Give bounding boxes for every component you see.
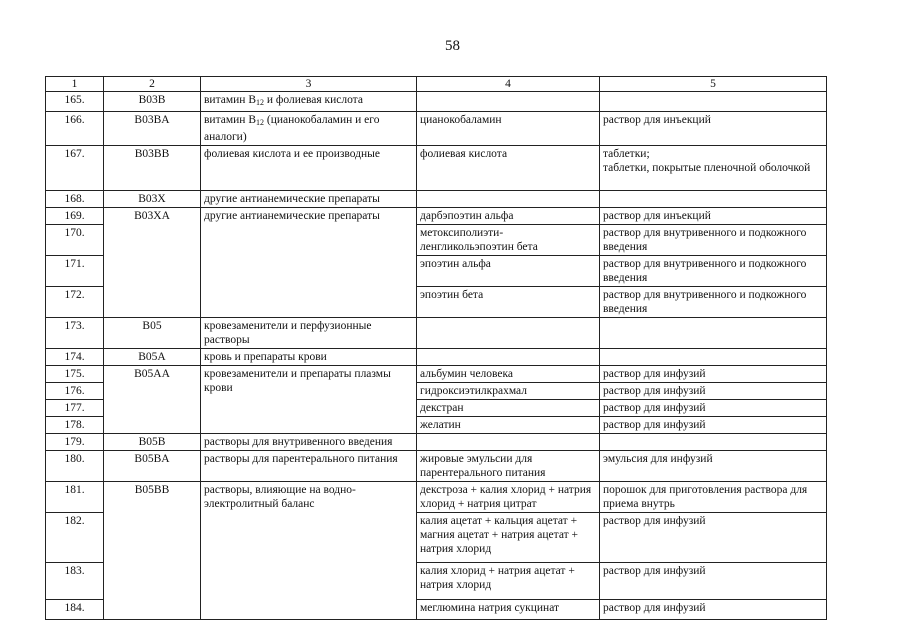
row-number: 172. xyxy=(46,287,104,318)
row-number: 173. xyxy=(46,318,104,349)
atc-code: B05BB xyxy=(104,482,201,620)
drug-name: калия ацетат + кальция ацетат + магния ацетат + натрия ацетат + натрия хлорид xyxy=(417,513,600,563)
row-number: 167. xyxy=(46,146,104,191)
table-row xyxy=(46,92,827,112)
row-number: 168. xyxy=(46,191,104,208)
atc-group: другие антианемические препараты xyxy=(201,208,417,318)
drug-name xyxy=(417,318,600,349)
dosage-form: раствор для инфузий xyxy=(600,366,827,383)
dosage-form: раствор для инфузий xyxy=(600,600,827,620)
dosage-form xyxy=(600,318,827,349)
row-number: 166. xyxy=(46,112,104,146)
row-number: 175. xyxy=(46,366,104,383)
column-header: 3 xyxy=(201,77,417,92)
dosage-form: раствор для инъекций xyxy=(600,112,827,146)
row-number: 178. xyxy=(46,417,104,434)
dosage-form: раствор для внутривенного и подкожного введения xyxy=(600,287,827,318)
atc-code: B03X xyxy=(104,191,201,208)
table-row xyxy=(46,349,827,366)
atc-group: кровь и препараты крови xyxy=(201,349,417,366)
column-header: 1 xyxy=(46,77,104,92)
drug-name: жировые эмульсии для парентерального питания xyxy=(417,451,600,482)
atc-code: B05B xyxy=(104,434,201,451)
dosage-form: раствор для инфузий xyxy=(600,563,827,600)
atc-group: растворы, влияющие на водно-электролитный баланс xyxy=(201,482,417,620)
table-row xyxy=(46,191,827,208)
drug-name: фолиевая кислота xyxy=(417,146,600,191)
table-row xyxy=(46,482,827,513)
row-number: 180. xyxy=(46,451,104,482)
row-number: 177. xyxy=(46,400,104,417)
dosage-form: раствор для инфузий xyxy=(600,400,827,417)
drug-name: цианокобаламин xyxy=(417,112,600,146)
dosage-form: раствор для внутривенного и подкожного введения xyxy=(600,225,827,256)
table-row xyxy=(46,434,827,451)
row-number: 170. xyxy=(46,225,104,256)
header-row xyxy=(46,77,827,92)
row-number: 183. xyxy=(46,563,104,600)
atc-code: B03BB xyxy=(104,146,201,191)
table-row xyxy=(46,146,827,191)
atc-code: B03B xyxy=(104,92,201,112)
drug-name: альбумин человека xyxy=(417,366,600,383)
atc-group: витамин $B_{12}$ и фолиевая кислота xyxy=(201,92,417,112)
row-number: 179. xyxy=(46,434,104,451)
atc-code: B03BA xyxy=(104,112,201,146)
medicines-table xyxy=(45,76,827,620)
dosage-form: раствор для инфузий xyxy=(600,417,827,434)
atc-code: B05BA xyxy=(104,451,201,482)
column-header: 2 xyxy=(104,77,201,92)
dosage-form xyxy=(600,349,827,366)
row-number: 169. xyxy=(46,208,104,225)
drug-name xyxy=(417,191,600,208)
drug-name: калия хлорид + натрия ацетат + натрия хлорид xyxy=(417,563,600,600)
atc-group: растворы для внутривенного введения xyxy=(201,434,417,451)
atc-group: другие антианемические препараты xyxy=(201,191,417,208)
table-row xyxy=(46,366,827,383)
row-number: 171. xyxy=(46,256,104,287)
atc-group: кровезаменители и перфузионные растворы xyxy=(201,318,417,349)
row-number: 184. xyxy=(46,600,104,620)
dosage-form: раствор для инъекций xyxy=(600,208,827,225)
drug-name: эпоэтин бета xyxy=(417,287,600,318)
page-number: 58 xyxy=(445,38,460,54)
atc-group: витамин $B_{12}$ (цианокобаламин и его аналоги) xyxy=(201,112,417,146)
drug-name xyxy=(417,92,600,112)
dosage-form xyxy=(600,434,827,451)
table-row xyxy=(46,208,827,225)
dosage-form: порошок для приготовления раствора для приема внутрь xyxy=(600,482,827,513)
drug-name: дарбэпоэтин альфа xyxy=(417,208,600,225)
dosage-form: раствор для инфузий xyxy=(600,383,827,400)
atc-group: фолиевая кислота и ее производные xyxy=(201,146,417,191)
drug-name: декстроза + калия хлорид + натрия хлорид + натрия цитрат xyxy=(417,482,600,513)
column-header: 5 xyxy=(600,77,827,92)
row-number: 176. xyxy=(46,383,104,400)
row-number: 165. xyxy=(46,92,104,112)
column-header: 4 xyxy=(417,77,600,92)
dosage-form: раствор для инфузий xyxy=(600,513,827,563)
table-row xyxy=(46,112,827,146)
drug-name xyxy=(417,349,600,366)
drug-name xyxy=(417,434,600,451)
drug-name: декстран xyxy=(417,400,600,417)
drug-name: метоксиполиэти- ленгликольэпоэтин бета xyxy=(417,225,600,256)
atc-group: кровезаменители и препараты плазмы крови xyxy=(201,366,417,434)
drug-name: желатин xyxy=(417,417,600,434)
table-row xyxy=(46,318,827,349)
table-row xyxy=(46,451,827,482)
dosage-form: таблетки; таблетки, покрытые пленочной оболочкой xyxy=(600,146,827,191)
row-number: 174. xyxy=(46,349,104,366)
dosage-form: эмульсия для инфузий xyxy=(600,451,827,482)
atc-group: растворы для парентерального питания xyxy=(201,451,417,482)
drug-name: меглюмина натрия сукцинат xyxy=(417,600,600,620)
atc-code: B05 xyxy=(104,318,201,349)
dosage-form xyxy=(600,191,827,208)
atc-code: B05A xyxy=(104,349,201,366)
drug-name: эпоэтин альфа xyxy=(417,256,600,287)
atc-code: B03XA xyxy=(104,208,201,318)
dosage-form: раствор для внутривенного и подкожного введения xyxy=(600,256,827,287)
atc-code: B05AA xyxy=(104,366,201,434)
row-number: 182. xyxy=(46,513,104,563)
drug-name: гидроксиэтилкрахмал xyxy=(417,383,600,400)
row-number: 181. xyxy=(46,482,104,513)
dosage-form xyxy=(600,92,827,112)
